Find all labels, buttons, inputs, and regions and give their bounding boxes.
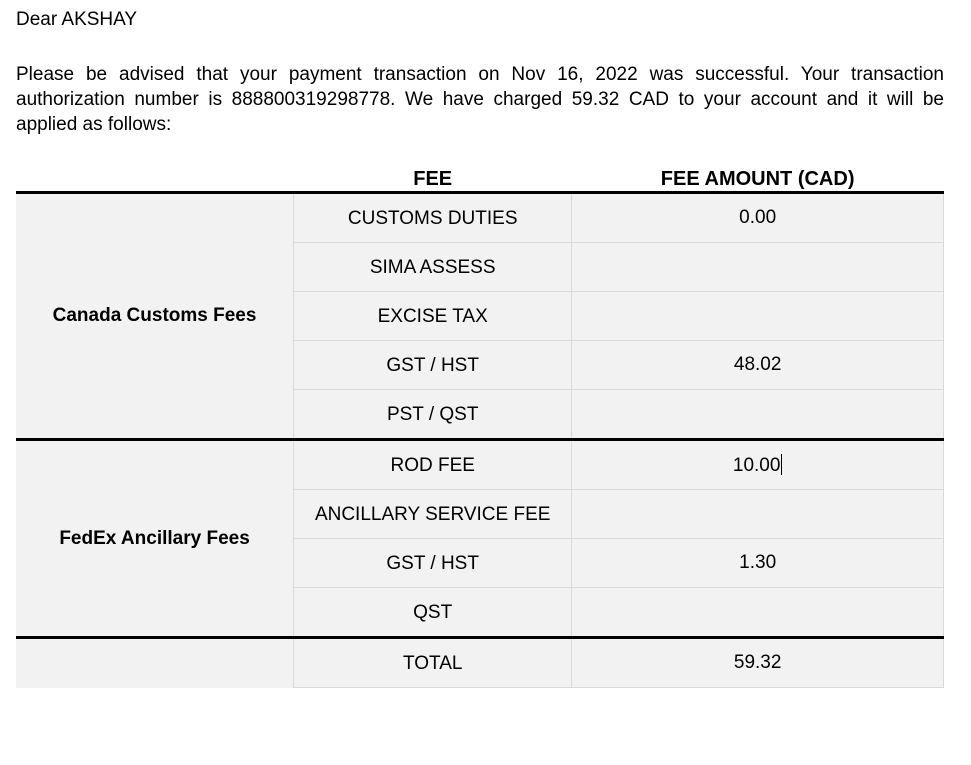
- fee-name: PST / QST: [294, 390, 572, 440]
- fee-breakdown-table: [16, 168, 944, 688]
- fee-amount: 1.30: [572, 539, 944, 588]
- group-label-fedex-ancillary-fees: FedEx Ancillary Fees: [16, 440, 294, 638]
- fee-amount-total: 59.32: [572, 638, 944, 688]
- column-header-group: [16, 168, 294, 193]
- fee-name: CUSTOMS DUTIES: [294, 193, 572, 243]
- greeting-line: Dear AKSHAY: [16, 9, 138, 30]
- table-row: [16, 440, 944, 490]
- fee-amount: 48.02: [572, 341, 944, 390]
- group-label-empty: [16, 638, 294, 688]
- table-header-row: [16, 168, 944, 193]
- fee-name: QST: [294, 588, 572, 638]
- transaction-paragraph: Please be advised that your payment transaction on Nov 16, 2022 was successful. Your transaction authorization number is 888800319298778. We have charged 59.32 CAD to your account and it will be applied as follows:: [16, 64, 944, 135]
- column-header-fee: FEE: [294, 168, 572, 193]
- fee-amount: 10.00: [732, 454, 781, 476]
- column-header-fee-amount: FEE AMOUNT (CAD): [572, 168, 944, 193]
- fee-amount: [572, 390, 944, 440]
- fee-name: EXCISE TAX: [294, 292, 572, 341]
- fee-name-total: TOTAL: [294, 638, 572, 688]
- fee-amount-editable[interactable]: [572, 440, 944, 490]
- table-row-total: [16, 638, 944, 688]
- fee-name: GST / HST: [294, 539, 572, 588]
- fee-name: ANCILLARY SERVICE FEE: [294, 490, 572, 539]
- fee-name: SIMA ASSESS: [294, 243, 572, 292]
- fee-amount: 0.00: [572, 193, 944, 243]
- fee-amount: [572, 292, 944, 341]
- table-body: [16, 193, 944, 688]
- group-label-canada-customs-fees: Canada Customs Fees: [16, 193, 294, 440]
- fee-amount: [572, 588, 944, 638]
- fee-amount: [572, 243, 944, 292]
- fee-amount: [572, 490, 944, 539]
- table-header: [16, 168, 944, 193]
- fee-name: ROD FEE: [294, 440, 572, 490]
- table-row: [16, 193, 944, 243]
- fee-name: GST / HST: [294, 341, 572, 390]
- text-cursor: [781, 454, 782, 475]
